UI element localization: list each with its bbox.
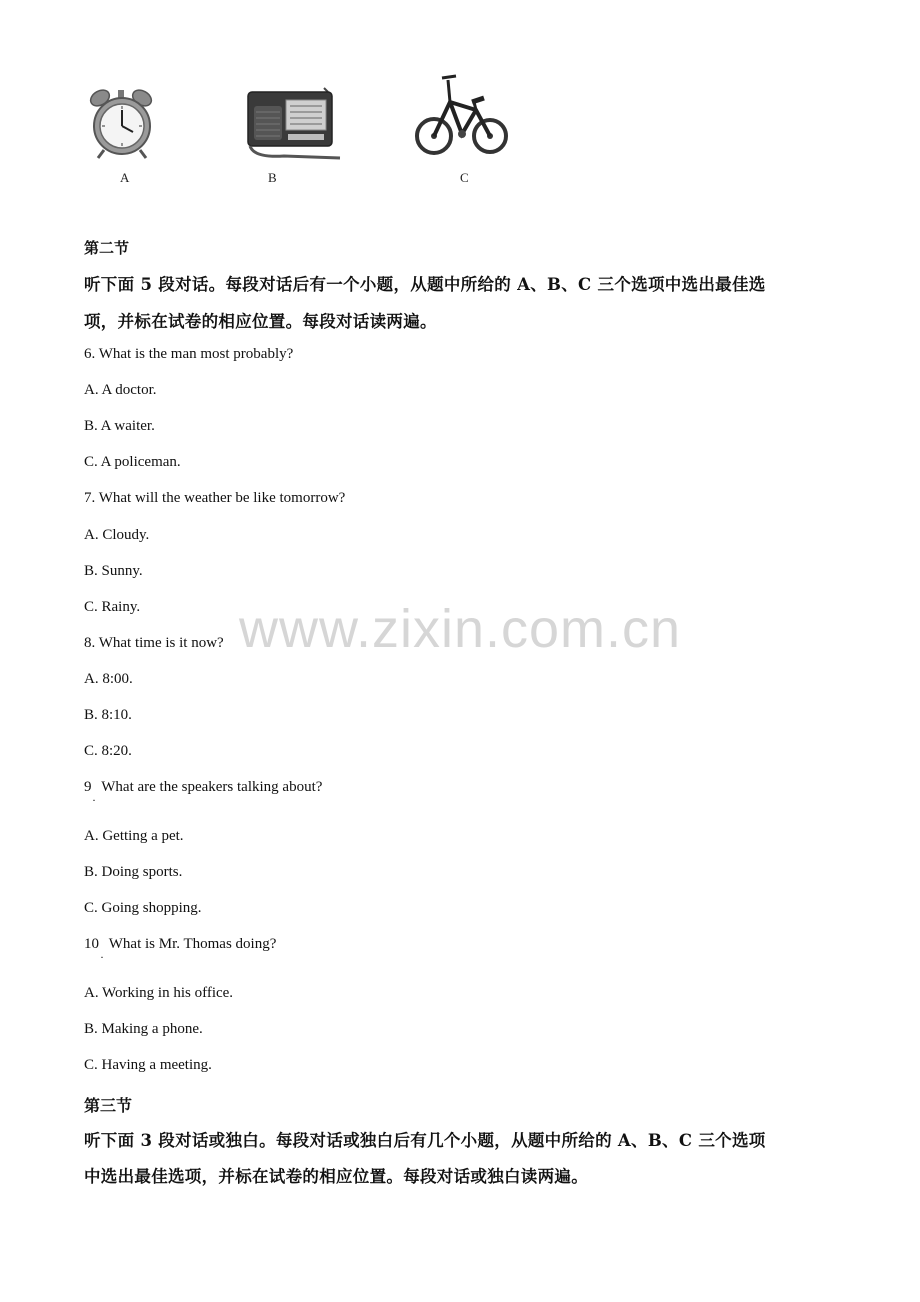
question-7-option-c: C. Rainy. — [84, 599, 141, 615]
picture-label-a: A — [120, 170, 130, 185]
section3-instruction-line1: 听下面 3 段对话或独白。每段对话或独白后有几个小题，从题中所给的 A、B、C 三个选项 — [84, 1131, 766, 1150]
question-text: What are the speakers talking about? — [101, 779, 323, 795]
question-10-dot: · — [100, 950, 104, 964]
question-8-option-b: B. 8:10. — [84, 707, 132, 723]
question-6-option-c: C. A policeman. — [84, 454, 181, 470]
question-10-option-a: A. Working in his office. — [84, 985, 234, 1001]
section2-instruction-line1: 听下面 5 段对话。每段对话后有一个小题，从题中所给的 A、B、C 三个选项中选出最佳选 — [84, 275, 766, 294]
question-9-option-b: B. Doing sports. — [84, 864, 183, 880]
watermark-text: www.zixin.com.cn — [238, 599, 682, 659]
question-number: 9 — [84, 779, 92, 795]
bicycle-icon — [414, 72, 508, 160]
question-text: What time is it now? — [98, 635, 224, 651]
question-10 — [84, 936, 276, 953]
question-8-option-a: A. 8:00. — [84, 671, 133, 687]
section2-instruction-line2: 项，并标在试卷的相应位置。每段对话读两遍。 — [84, 312, 437, 331]
section3-instruction-line2: 中选出最佳选项，并标在试卷的相应位置。每段对话或独白读两遍。 — [84, 1167, 588, 1186]
question-6 — [84, 346, 293, 363]
question-7-option-a: A. Cloudy. — [84, 527, 150, 543]
radio-icon — [244, 86, 344, 162]
question-number: 10 — [84, 936, 99, 952]
picture-label-c: C — [460, 170, 469, 185]
question-9 — [84, 779, 322, 796]
question-number: 6. — [84, 346, 96, 362]
section3-heading: 第三节 — [84, 1096, 133, 1115]
question-6-option-a: A. A doctor. — [84, 382, 157, 398]
question-6-option-b: B. A waiter. — [84, 418, 155, 434]
question-number: 7. — [84, 490, 96, 506]
question-7-option-b: B. Sunny. — [84, 563, 143, 579]
question-number: 8. — [84, 635, 96, 651]
question-text: What is the man most probably? — [98, 346, 294, 362]
question-9-dot: · — [92, 793, 96, 807]
section2-heading: 第二节 — [84, 239, 130, 257]
question-8 — [84, 635, 224, 652]
alarm-clock-icon — [86, 84, 158, 160]
question-9-option-a: A. Getting a pet. — [84, 828, 184, 844]
question-9-option-c: C. Going shopping. — [84, 900, 202, 916]
question-text: What will the weather be like tomorrow? — [98, 490, 346, 506]
question-10-option-b: B. Making a phone. — [84, 1021, 203, 1037]
question-8-option-c: C. 8:20. — [84, 743, 132, 759]
question-10-option-c: C. Having a meeting. — [84, 1057, 212, 1073]
picture-label-b: B — [268, 170, 277, 185]
question-text: What is Mr. Thomas doing? — [108, 936, 277, 952]
question-7 — [84, 490, 345, 507]
